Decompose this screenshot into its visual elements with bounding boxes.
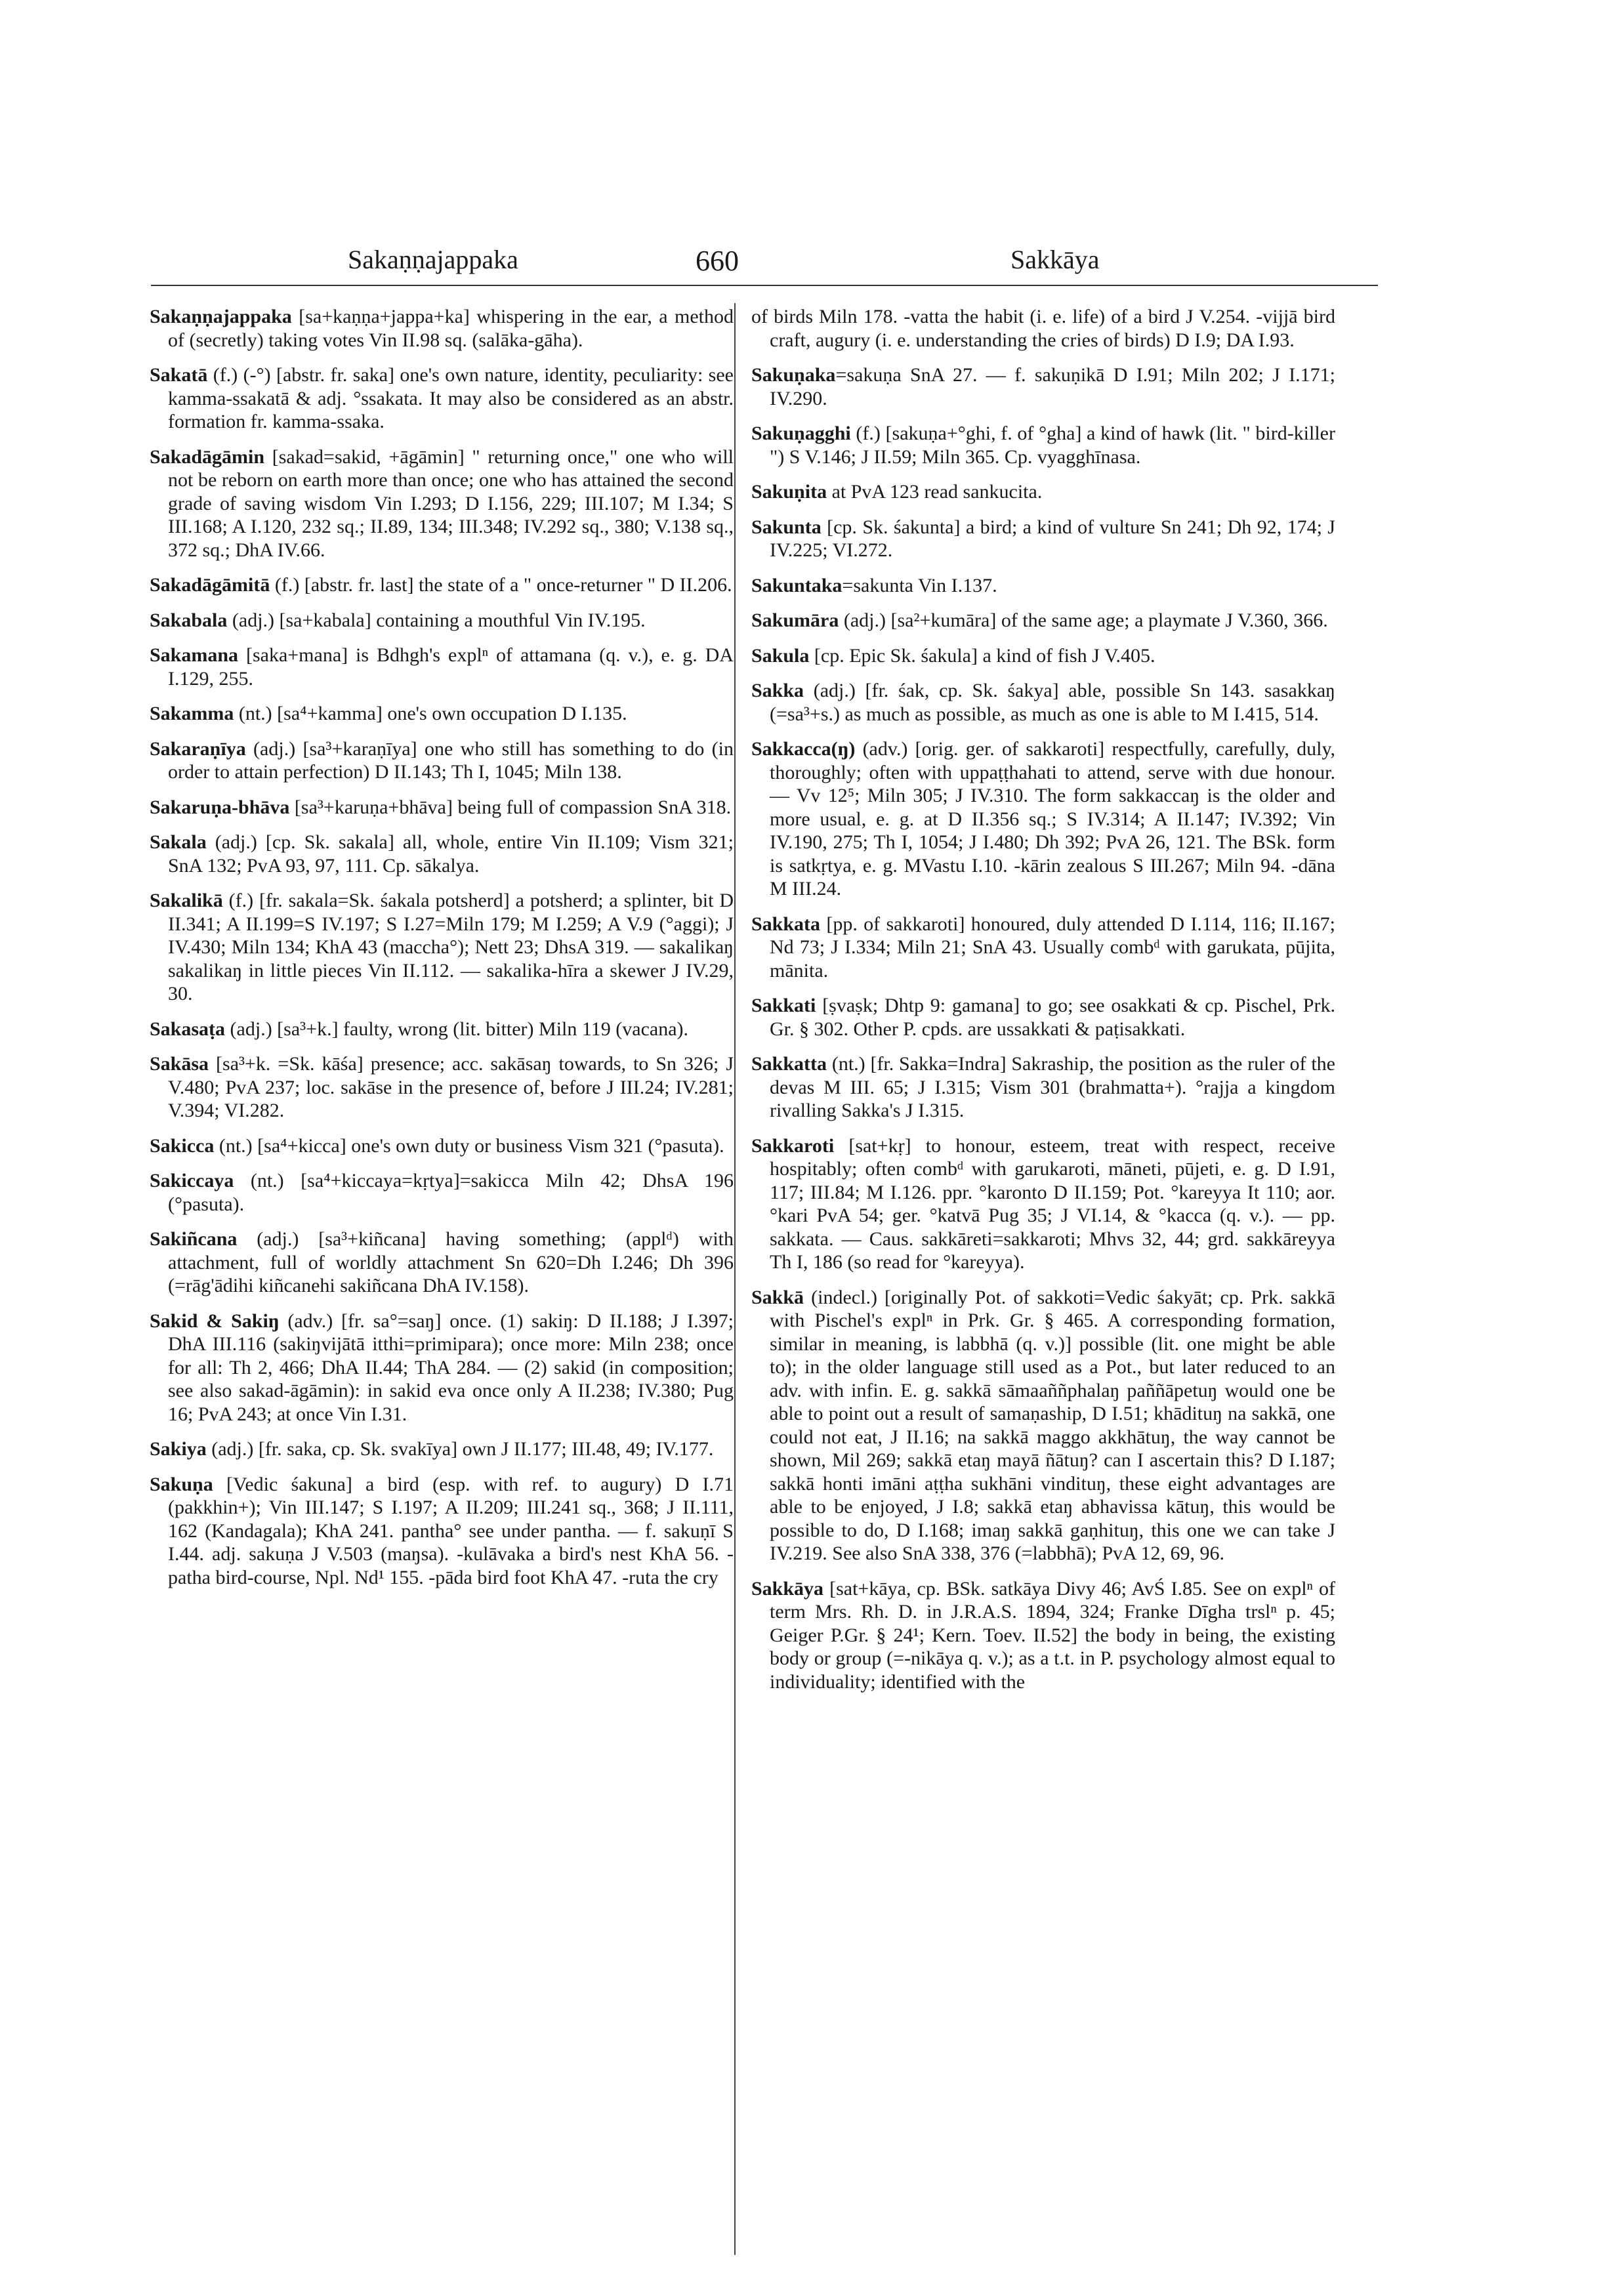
entry-definition: [sakad=sakid, +āgāmin] " returning once," one who will not be reborn on earth more than once; one who has attained the second grade of saving wisdom Vin I.293; D I.156, 229; III.107; M I.34; S III.168; A I.120, 232 sq.; II.89, 134; III.348; IV.292 sq., 380; V.138 sq., 372 sq.; DhA IV.66. <box>168 445 734 561</box>
entry-definition: (adv.) [fr. sa°=saŋ] once. (1) sakiŋ: D II.188; J I.397; DhA III.116 (sakiŋvijātā itthi=primipara); once more: Miln 238; once for all: Th 2, 466; DhA II.44; ThA 284. — (2) sakid (in composition; see also sakad-āgāmin): in sakid eva once only A II.238; IV.380; Pug 16; PvA 243; at once Vin I.31. <box>168 1310 734 1425</box>
entry-definition: [sat+kāya, cp. BSk. satkāya Divy 46; AvŚ I.85. See on explⁿ of term Mrs. Rh. D. in J.R.A.S. 1894, 324; Franke Dīgha trslⁿ p. 45; Geiger P.Gr. § 24¹; Kern. Toev. II.52] the body in being, the existing body or group (=-nikāya q. v.); as a t.t. in P. psychology almost equal to individuality; identified with the <box>770 1577 1335 1693</box>
entry-definition: (adj.) [sa³+karaṇīya] one who still has something to do (in order to attain perfection) D II.143; Th I, 1045; Miln 138. <box>168 737 734 783</box>
entry-headword: Sakiccaya <box>150 1170 234 1191</box>
entry-definition: (f.) [abstr. fr. last] the state of a " once-returner " D II.206. <box>270 574 732 596</box>
dictionary-entry <box>751 1052 1335 1123</box>
entry-headword: Sakunta <box>751 516 822 538</box>
dictionary-entry <box>150 702 734 726</box>
entry-definition: (adj.) [sa+kabala] containing a mouthful Vin IV.195. <box>227 609 646 631</box>
entry-headword: Sakkatta <box>751 1053 827 1075</box>
entry-definition: (nt.) [sa⁴+kicca] one's own duty or business Vism 321 (°pasuta). <box>214 1134 724 1157</box>
entry-definition: (f.) [sakuṇa+°ghi, f. of °gha] a kind of hawk (lit. " bird-killer ") S V.146; J II.59; Miln 365. Cp. vyagghīnasa. <box>770 423 1335 468</box>
dictionary-entry <box>150 1134 734 1158</box>
entry-definition: =sakuṇa SnA 27. — f. sakuṇikā D I.91; Miln 202; J I.171; IV.290. <box>770 364 1335 409</box>
dictionary-entry <box>150 1228 734 1298</box>
dictionary-entry <box>150 1437 734 1461</box>
entry-headword: Sakala <box>150 831 207 853</box>
dictionary-entry <box>150 305 734 352</box>
dictionary-entry <box>751 305 1335 352</box>
entry-definition: [cp. Sk. śakunta] a bird; a kind of vulture Sn 241; Dh 92, 174; J IV.225; VI.272. <box>770 516 1335 561</box>
entry-headword: Sakuṇagghi <box>751 423 851 444</box>
dictionary-entry <box>751 422 1335 468</box>
entry-headword: Sakaruṇa-bhāva <box>150 796 290 818</box>
entry-headword: Sakkata <box>751 913 821 935</box>
entry-definition: (indecl.) [originally Pot. of sakkoti=Vedic śakyāt; cp. Prk. sakkā with Pischel's explⁿ in Prk. Gr. § 465. A corresponding formation, similar in meaning, is labbhā (q. v.)] possible (lit. one might be able to); in the older language still used as a Pot., but later reduced to an adv. with infin. E. g. sakkā sāmaaññphalaŋ paññāpetuŋ would one be able to point out a result of samaṇaship, D I.51; khādituŋ na sakkā, one could not eat, J II.16; na sakkā maggo akkhātuŋ, the way cannot be shown, Mil 269; sakkā etaŋ mayā ñātuŋ? can I ascertain this? D I.187; sakkā honti imāni aṭṭha sukhāni vindituŋ, these eight advantages are able to be enjoyed, J I.8; sakkā etaŋ abhavissa kātuŋ, this would be possible to do, D I.168; imaŋ sakkā gaṇhituŋ, this one we can take J IV.219. See also SnA 338, 376 (=labbhā); PvA 12, 69, 96. <box>770 1286 1335 1564</box>
dictionary-entry <box>150 363 734 434</box>
dictionary-entry <box>751 737 1335 901</box>
dictionary-entry <box>150 1052 734 1123</box>
dictionary-entry <box>751 480 1335 504</box>
entry-headword: Sakaṇṇajappaka <box>150 306 292 327</box>
dictionary-entry <box>751 609 1335 632</box>
entry-headword: Sakabala <box>150 609 228 631</box>
entry-headword: Sakuṇita <box>751 481 827 503</box>
entry-headword: Sakatā <box>150 364 208 386</box>
dictionary-entry <box>150 445 734 562</box>
entry-definition: (f.) [fr. sakala=Sk. śakala potsherd] a potsherd; a splinter, bit D II.341; A II.199=S IV.197; S I.27=Miln 179; M I.259; A V.9 (°aggi); J IV.430; Miln 134; KhA 43 (maccha°); Nett 23; DhsA 319. — sakalikaŋ sakalikaŋ in little pieces Vin II.112. — sakalika-hīra a skewer J IV.29, 30. <box>168 890 734 1004</box>
column-divider <box>734 303 736 2255</box>
entry-definition: (adj.) [fr. śak, cp. Sk. śakya] able, possible Sn 143. sasakkaŋ (=sa³+s.) as much as possible, as much as one is able to M I.415, 514. <box>770 680 1335 725</box>
entry-headword: Sakiñcana <box>150 1228 238 1250</box>
entry-definition: (adj.) [fr. saka, cp. Sk. svakīya] own J II.177; III.48, 49; IV.177. <box>206 1438 714 1460</box>
right-guide-word: Sakkāya <box>1010 245 1100 274</box>
dictionary-entry <box>751 679 1335 726</box>
page-header <box>151 244 1378 290</box>
dictionary-entry <box>751 363 1335 410</box>
entry-definition: (nt.) [sa⁴+kamma] one's own occupation D I.135. <box>234 703 627 724</box>
entry-definition: (adj.) [sa³+k.] faulty, wrong (lit. bitter) Miln 119 (vacana). <box>225 1018 689 1040</box>
dictionary-entry <box>150 889 734 1006</box>
entry-headword: Sakaraṇīya <box>150 737 246 760</box>
entry-headword: Sakāsa <box>150 1053 209 1075</box>
entry-definition: =sakunta Vin I.137. <box>842 574 997 596</box>
dictionary-entry <box>751 1134 1335 1274</box>
entry-headword: Sakid & Sakiŋ <box>150 1310 280 1332</box>
entry-definition: (adv.) [orig. ger. of sakkaroti] respectfully, carefully, duly, thoroughly; often with uppaṭṭhahati to attend, serve with due honour. — Vv 12⁵; Miln 305; J IV.310. The form sakkaccaŋ is the older and more usual, e. g. at D II.356 sq.; S IV.314; A II.147; IV.392; Vin IV.190, 275; Th I, 1054; J I.480; Dh 392; PvA 26, 121. The BSk. form is satkṛtya, e. g. MVastu I.10. -kārin zealous S III.267; Miln 94. -dāna M III.24. <box>770 738 1335 899</box>
dictionary-entry <box>150 831 734 877</box>
entry-definition: of birds Miln 178. -vatta the habit (i. e. life) of a bird J V.254. -vijjā bird craft, augury (i. e. understanding the cries of birds) D I.9; DA I.93. <box>751 306 1335 351</box>
right-column <box>751 305 1335 1705</box>
entry-definition: [sa+kaṇṇa+jappa+ka] whispering in the ear, a method of (secretly) taking votes Vin II.98 sq. (salāka-gāha). <box>168 306 734 351</box>
entry-headword: Sakka <box>751 680 804 701</box>
dictionary-entry <box>150 1310 734 1426</box>
dictionary-entry <box>150 1018 734 1041</box>
entry-headword: Sakula <box>751 644 810 667</box>
page-number: 660 <box>696 245 739 277</box>
entry-headword: Sakadāgāmin <box>150 445 265 468</box>
entry-definition: (adj.) [cp. Sk. sakala] all, whole, entire Vin II.109; Vism 321; SnA 132; PvA 93, 97, 111. Cp. sākalya. <box>168 831 734 877</box>
dictionary-entry <box>751 516 1335 562</box>
entry-headword: Sakuntaka <box>751 574 843 596</box>
entry-headword: Sakkati <box>751 995 816 1016</box>
entry-headword: Sakamana <box>150 644 239 666</box>
entry-headword: Sakuṇaka <box>751 364 836 386</box>
entry-headword: Sakiya <box>150 1438 207 1460</box>
entry-headword: Sakuṇa <box>150 1473 213 1495</box>
dictionary-entry <box>150 737 734 784</box>
entry-headword: Sakkā <box>751 1286 804 1308</box>
dictionary-entry <box>751 913 1335 983</box>
dictionary-entry <box>150 1473 734 1590</box>
left-column <box>150 305 734 1601</box>
dictionary-entry <box>751 574 1335 598</box>
entry-definition: (nt.) [sa⁴+kiccaya=kṛtya]=sakicca Miln 42; DhsA 196 (°pasuta). <box>168 1170 734 1215</box>
entry-headword: Sakicca <box>150 1134 215 1157</box>
entry-headword: Sakamma <box>150 703 234 724</box>
entry-headword: Sakkaroti <box>751 1134 835 1157</box>
entry-definition: [sa³+k. =Sk. kāśa] presence; acc. sakāsaŋ towards, to Sn 326; J V.480; PvA 237; loc. sakāse in the presence of, before J III.24; IV.281; V.394; VI.282. <box>168 1053 734 1121</box>
entry-definition: [ṣvaṣk; Dhtp 9: gamana] to go; see osakkati & cp. Pischel, Prk. Gr. § 302. Other P. cpds. are ussakkati & paṭisakkati. <box>770 995 1335 1040</box>
entry-definition: (adj.) [sa²+kumāra] of the same age; a playmate J V.360, 366. <box>839 610 1328 631</box>
left-guide-word: Sakaṇṇajappaka <box>348 245 518 274</box>
entry-headword: Sakkāya <box>751 1577 824 1600</box>
dictionary-entry <box>751 994 1335 1041</box>
entry-definition: [saka+mana] is Bdhgh's explⁿ of attamana (q. v.), e. g. DA I.129, 255. <box>168 644 734 690</box>
dictionary-entry <box>751 644 1335 668</box>
entry-headword: Sakadāgāmitā <box>150 574 270 596</box>
dictionary-entry <box>150 796 734 819</box>
entry-headword: Sakkacca(ŋ) <box>751 738 856 760</box>
entry-definition: [sa³+karuṇa+bhāva] being full of compassion SnA 318. <box>289 796 732 818</box>
entry-definition: [cp. Epic Sk. śakula] a kind of fish J V.405. <box>809 644 1156 667</box>
entry-definition: (f.) (-°) [abstr. fr. saka] one's own nature, identity, peculiarity: see kamma-ssakatā & adj. °ssakata. It may also be considered as an abstr. formation fr. kamma-ssaka. <box>168 364 734 432</box>
entry-definition: [pp. of sakkaroti] honoured, duly attended D I.114, 116; II.167; Nd 73; J I.334; Miln 21; SnA 43. Usually combᵈ with garukata, pūjita, mānita. <box>770 913 1335 982</box>
entry-headword: Sakumāra <box>751 610 839 631</box>
dictionary-entry <box>150 644 734 690</box>
dictionary-entry <box>150 609 734 632</box>
entry-definition: [Vedic śakuna] a bird (esp. with ref. to augury) D I.71 (pakkhin+); Vin III.147; S I.197; A II.209; III.241 sq., 368; J II.111, 162 (Kandagala); KhA 241. pantha° see under pantha. — f. sakuṇī S I.44. adj. sakuṇa J V.503 (maŋsa). -kulāvaka a bird's nest KhA 56. -patha bird-course, Npl. Nd¹ 155. -pāda bird foot KhA 47. -ruta the cry <box>168 1473 734 1588</box>
entry-definition: [sat+kṛ] to honour, esteem, treat with respect, receive hospitably; often combᵈ with garukaroti, māneti, pūjeti, e. g. D I.91, 117; III.84; M I.126. ppr. °karonto D II.159; Pot. °kareyya It 110; aor. °kari PvA 54; ger. °katvā Pug 35; J VI.14, & °kacca (q. v.). — pp. sakkata. — Caus. sakkāreti=sakkaroti; Mhvs 32, 44; grd. sakkāreyya Th I, 186 (so read for °kareyya). <box>770 1134 1335 1273</box>
entry-definition: (adj.) [sa³+kiñcana] having something; (applᵈ) with attachment, full of worldly attachment Sn 620=Dh I.246; Dh 396 (=rāg'ādihi kiñcanehi sakiñcana DhA IV.158). <box>168 1228 734 1296</box>
entry-headword: Sakasaṭa <box>150 1018 226 1040</box>
header-rule <box>151 285 1378 286</box>
dictionary-entry <box>751 1577 1335 1694</box>
entry-headword: Sakalikā <box>150 890 223 911</box>
dictionary-entry <box>150 1169 734 1216</box>
dictionary-entry <box>150 573 734 597</box>
entry-definition: (nt.) [fr. Sakka=Indra] Sakraship, the position as the ruler of the devas M III. 65; J I.315; Vism 301 (brahmatta+). °rajja a kingdom rivalling Sakka's J I.315. <box>770 1053 1335 1121</box>
entry-definition: at PvA 123 read sankucita. <box>827 481 1043 503</box>
dictionary-entry <box>751 1286 1335 1565</box>
